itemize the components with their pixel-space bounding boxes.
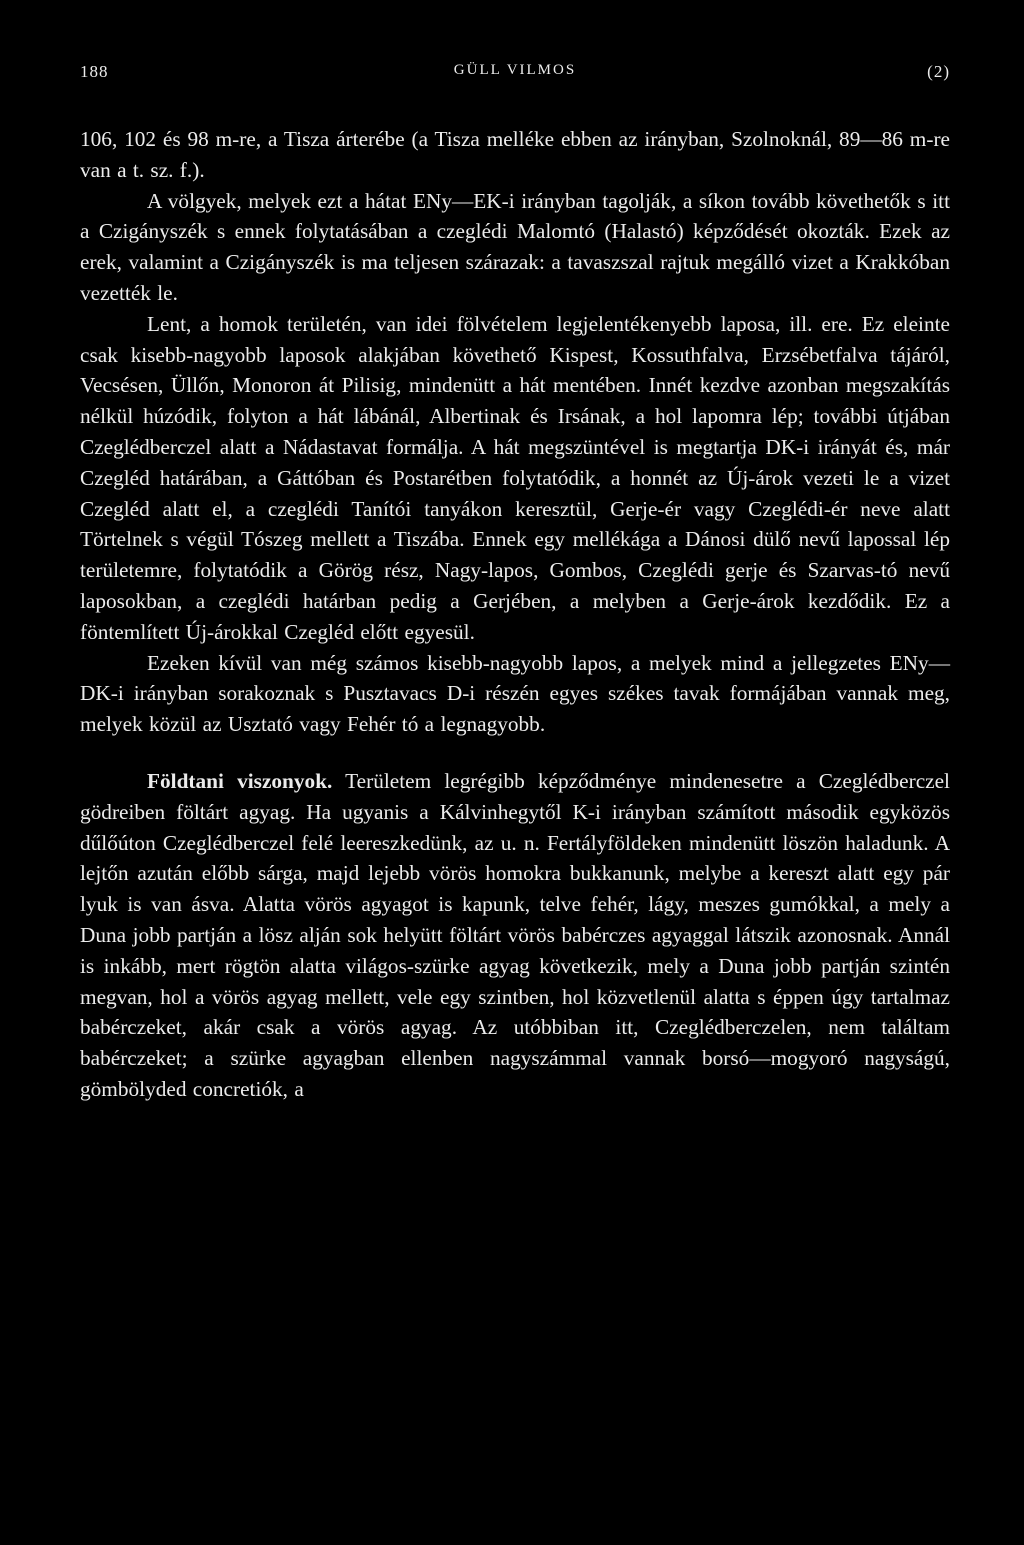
sheet-mark: (2): [927, 62, 950, 81]
paragraph-lowland-channel: Lent, a homok területén, van idei fölvételem legjelentékenyebb laposa, ill. ere. Ez eleinte csak kisebb-nagyobb laposok alakjában követhető Kispest, Kossuthfalva, Erzsébetfalva tájáról, Vecsésen, Üllőn, Monoron át Pilisig, mindenütt a hát mentében. Innét kezdve azonban megszakítás nélkül húzódik, folyton a hát lábánál, Albertinak és Irsának, a hol lapomra lép; további útjában Czeglédberczel alatt a Nádastavat formálja. A hát megszüntével is megtartja DK-i irányát és, már Czegléd határában, a Gáttóban és Postarétben folytatódik, a honnét az Új-árok vezeti le a vizet Czegléd alatt el, a czeglédi Tanítói tanyákon keresztül, Gerje-ér vagy Czeglédi-ér neve alatt Törtelnek s végül Tószeg mellett a Tiszába. Ennek egy mellékága a Dánosi dülő nevű lapossal lép területemre, folytatódik a Görög rész, Nagy-lapos, Gombos, Czeglédi gerje és Szarvas-tó nevű laposokban, a czeglédi határban pedig a Gerjében, a melyben a Gerje-árok kezdődik. Ez a föntemlített Új-árokkal Czegléd előtt egyesül.: [80, 311, 950, 644]
paragraph-other-flats: Ezeken kívül van még számos kisebb-nagyobb lapos, a melyek mind a jellegzetes ENy—DK-i irányban sorakoznak s Pusztavacs D-i részén egyes székes tavak formájában vannak meg, melyek közül az Usztató vagy Fehér tó a legnagyobb.: [80, 650, 950, 737]
page-number: 188: [80, 62, 109, 81]
running-head-author: GÜLL VILMOS: [453, 62, 577, 78]
section-text: Területem legrégibb képződménye mindenesetre a Czeglédberczel gödreiben föltárt agyag. Ha ugyanis a Kálvinhegytől K-i irányban számított második egyközös dűlőúton Czeglédberczel felé leereszkedünk, az u. n. Fertályföldeken mindenütt löszön haladunk. A lejtőn azután előbb sárga, majd lejebb vörös homokra bukkanunk, melybe a kereszt alatt egy pár lyuk is van ásva. Alatta vörös agyagot is kapunk, telve fehér, lágy, meszes gumókkal, a mely a Duna jobb partján a lösz alján sok helyütt föltárt vörös babérczes agyaggal látszik azonosnak. Annál is inkább, mert rögtön alatta világos-szürke agyag következik, mely a Duna jobb partján szintén megvan, hol a vörös agyag mellett, vele egy szintben, hol közvetlenül alatta s éppen úgy tartalmaz babérczeket, akár csak a vörös agyag. Az utóbbiban itt, Czeglédberczelen, nem találtam babérczeket; a szürke agyagban ellenben nagyszámmal vannak borsó—mogyoró nagyságú, gömbölyded concretiók, a: [80, 768, 950, 1101]
body-text: [80, 124, 950, 1105]
section-geology: [80, 766, 950, 1105]
section-heading: Földtani viszonyok.: [147, 768, 333, 793]
paragraph-continuation: 106, 102 és 98 m-re, a Tisza árterébe (a Tisza melléke ebben az irányban, Szolnoknál, 89—86 m-re van a t. sz. f.).: [80, 127, 950, 182]
paragraph-valleys: A völgyek, melyek ezt a hátat ENy—EK-i irányban tagolják, a síkon tovább követhetők s itt a Czigányszék s ennek folytatásában a czeglédi Malomtó (Halastó) képződését okozták. Ezek az erek, valamint a Czigányszék is ma teljesen szárazak: a tavaszszal rajtuk megálló vizet a Krakkóban vezették le.: [80, 188, 950, 305]
running-head: [80, 62, 950, 92]
